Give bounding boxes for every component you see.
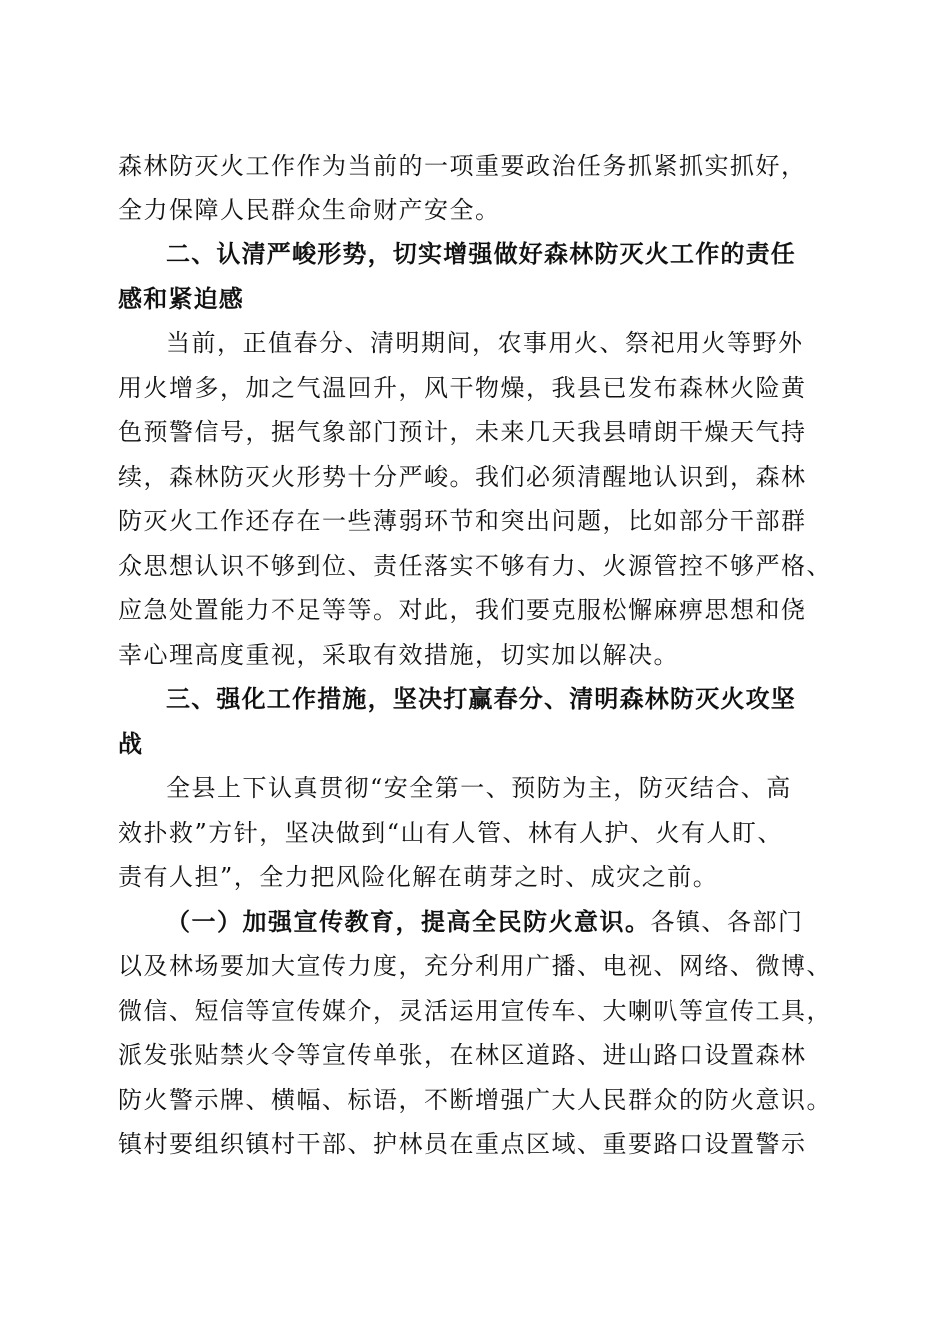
paragraph-line: 镇村要组织镇村干部、护林员在重点区域、重要路口设置警示 xyxy=(118,1130,807,1158)
paragraph-line: 全县上下认真贯彻“安全第一、预防为主，防灭结合、高 xyxy=(166,774,792,802)
paragraph-line: 续，森林防灭火形势十分严峻。我们必须清醒地认识到，森林 xyxy=(118,463,807,491)
paragraph-line: 当前，正值春分、清明期间，农事用火、祭祀用火等野外 xyxy=(166,329,804,357)
section-heading-2-continued: 感和紧迫感 xyxy=(118,285,244,313)
subsection-text: 各镇、各部门 xyxy=(650,908,804,936)
paragraph-line: 微信、短信等宣传媒介，灵活运用宣传车、大喇叭等宣传工具， xyxy=(118,997,832,1025)
paragraph-line: 应急处置能力不足等等。对此，我们要克服松懈麻痹思想和侥 xyxy=(118,596,807,624)
paragraph-line: 派发张贴禁火令等宣传单张，在林区道路、进山路口设置森林 xyxy=(118,1041,807,1069)
paragraph-line: 众思想认识不够到位、责任落实不够有力、火源管控不够严格、 xyxy=(118,552,832,580)
section-heading-3-continued: 战 xyxy=(118,730,144,758)
paragraph-line: 幸心理高度重视，采取有效措施，切实加以解决。 xyxy=(118,641,679,669)
paragraph-line: 防火警示牌、横幅、标语，不断增强广大人民群众的防火意识。 xyxy=(118,1086,832,1114)
paragraph-line: 以及林场要加大宣传力度，充分利用广播、电视、网络、微博、 xyxy=(118,952,832,980)
section-heading-3: 三、强化工作措施，坚决打赢春分、清明森林防灭火攻坚 xyxy=(166,685,796,713)
paragraph-line: 森林防灭火工作作为当前的一项重要政治任务抓紧抓实抓好， xyxy=(118,152,807,180)
paragraph-line: 用火增多，加之气温回升，风干物燥，我县已发布森林火险黄 xyxy=(118,374,807,402)
paragraph-line: 防灭火工作还存在一些薄弱环节和突出问题，比如部分干部群 xyxy=(118,507,807,535)
subsection-heading-1: （一）加强宣传教育，提高全民防火意识。 xyxy=(166,907,651,936)
paragraph-line: 色预警信号，据气象部门预计，未来几天我县晴朗干燥天气持 xyxy=(118,418,807,446)
paragraph-line: 全力保障人民群众生命财产安全。 xyxy=(118,196,501,224)
paragraph-line: 责有人担”，全力把风险化解在萌芽之时、成灾之前。 xyxy=(118,863,719,891)
section-heading-2: 二、认清严峻形势，切实增强做好森林防灭火工作的责任 xyxy=(166,240,796,268)
subsection-line xyxy=(166,906,886,938)
paragraph-line: 效扑救”方针，坚决做到“山有人管、林有人护、火有人盯、 xyxy=(118,819,784,847)
